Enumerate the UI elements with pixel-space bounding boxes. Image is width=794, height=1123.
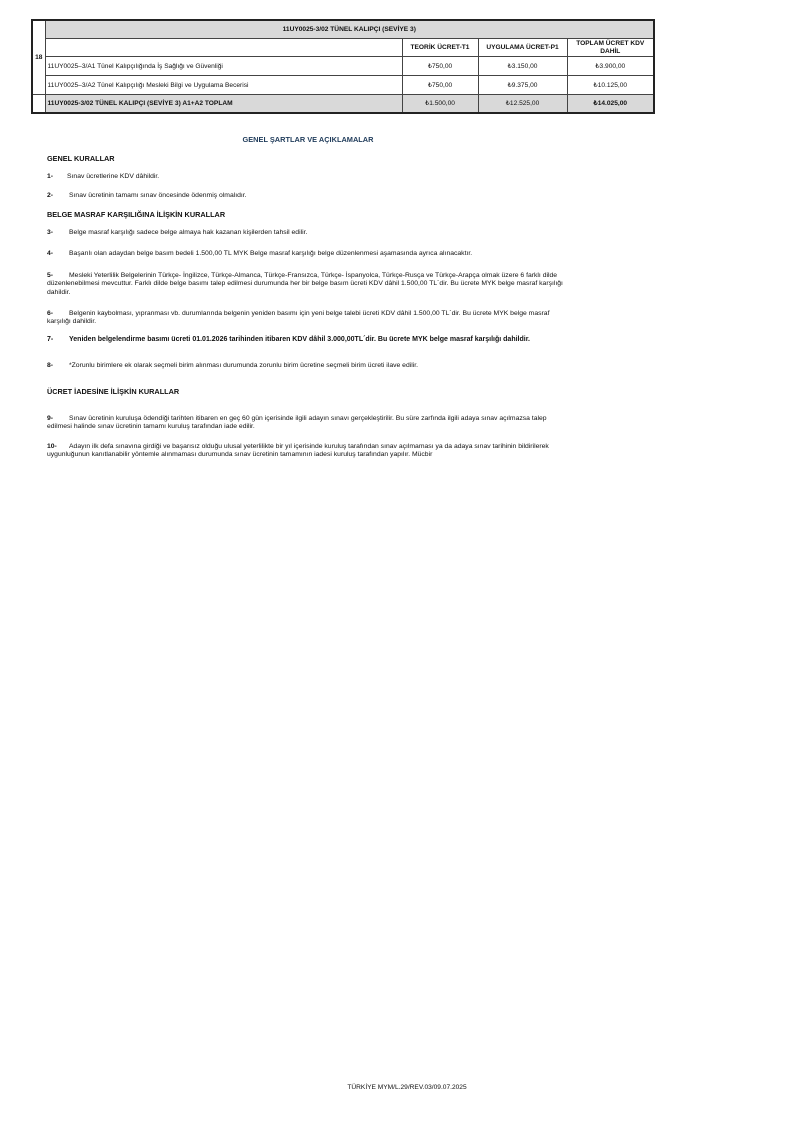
rule-text: Başarılı olan adaydan belge basım bedeli 1.500,00 TL MYK Belge masraf karşılığı belge düzenlenmesi aşamasında ayrıca alınacaktır. (69, 250, 473, 257)
total-fee: ₺10.125,00 (567, 76, 654, 95)
rule-text: Belgenin kaybolması, yıpranması vb. durumlarında belgenin yeniden basımı için yeni belge talebi ücreti KDV dâhil 1.500,00 TL´dir. Bu ücrete MYK belge masraf karşılığı dahildir. (47, 310, 550, 326)
unit-name: 11UY0025–3/A2 Tünel Kalıpçılığı Mesleki Bilgi ve Uygulama Becerisi (45, 76, 402, 95)
total-label: 11UY0025-3/02 TÜNEL KALIPÇI (SEVİYE 3) A1+A2 TOPLAM (45, 95, 402, 113)
rule-number: 1- (47, 173, 54, 180)
rule-item-3 (47, 229, 567, 237)
theory-fee: ₺750,00 (402, 57, 478, 76)
total-fee: ₺3.900,00 (567, 57, 654, 76)
rule-number: 5- (47, 272, 54, 279)
header-theory: TEORİK ÜCRET-T1 (402, 39, 478, 57)
rule-text: Sınav ücretinin tamamı sınav öncesinde ödenmiş olmalıdır. (69, 192, 247, 199)
header-total: TOPLAM ÜCRET KDV DAHİL (567, 39, 654, 57)
practice-fee: ₺9.375,00 (478, 76, 567, 95)
row-number: 18 (32, 20, 45, 95)
rule-item-6 (47, 310, 567, 327)
total-row (32, 95, 654, 113)
rule-text: Sınav ücretlerine KDV dâhildir. (67, 173, 160, 180)
rule-text: Adayın ilk defa sınavına girdiği ve başarısız olduğu ulusal yeterlilikte bir yıl içerisinde kuruluş tarafından sınav açılmaması ya da adaya sınav tarihinin bildirilerek uygunluğunun kanıtlanabilir yöntemle alınmaması durumunda sınav ücretinin tamamının iadesi kuruluş tarafından yapılır. Mücbir (47, 443, 549, 459)
heading-certificate-rules: BELGE MASRAF KARŞILIĞINA İLİŞKİN KURALLAR (47, 210, 226, 219)
rule-item-4 (47, 250, 567, 258)
heading-refund-rules: ÜCRET İADESİNE İLİŞKİN KURALLAR (47, 387, 180, 396)
rule-item-9 (47, 415, 557, 432)
rule-number: 2- (47, 192, 54, 199)
document-footer: TÜRKİYE MYM/L.29/REV.03/09.07.2025 (347, 1084, 467, 1091)
theory-fee: ₺750,00 (402, 76, 478, 95)
rule-item-1 (47, 173, 567, 181)
rule-number: 4- (47, 250, 54, 257)
rule-number: 9- (47, 415, 54, 422)
rule-text: *Zorunlu birimlere ek olarak seçmeli birim alınması durumunda zorunlu birim ücretine seçmeli birim ücreti ilave edilir. (69, 362, 419, 369)
rule-item-8 (47, 362, 567, 370)
table-row (32, 76, 654, 95)
qualification-title: 11UY0025-3/02 TÜNEL KALIPÇI (SEVİYE 3) (45, 20, 654, 39)
table-row (32, 57, 654, 76)
practice-fee: ₺3.150,00 (478, 57, 567, 76)
rule-text: Yeniden belgelendirme basımı ücreti 01.01.2026 tarihinden itibaren KDV dâhil 3.000,00TL´dir. Bu ücrete MYK belge masraf karşılığı dahildir. (69, 336, 530, 343)
rule-text: Belge masraf karşılığı sadece belge almaya hak kazanan kişilerden tahsil edilir. (69, 229, 308, 236)
total-theory-fee: ₺1.500,00 (402, 95, 478, 113)
fee-table-title-row (32, 20, 654, 39)
rule-number: 3- (47, 229, 54, 236)
rule-item-7 (47, 336, 552, 344)
fee-table (31, 19, 655, 114)
rule-number: 6- (47, 310, 54, 317)
rule-text: Mesleki Yeterlilik Belgelerinin Türkçe- İngilizce, Türkçe-Almanca, Türkçe-Fransızca, Türkçe- İspanyolca, Türkçe-Rusça ve Türkçe-Arapça olmak üzere 6 farklı dilde düzenlenebilmesi mevcuttur. Farklı dilde belge basımı talep edilmesi durumunda her bir belge basım ücreti KDV dâhil 1.500,00 TL´dir. Bu ücrete MYK belge masraf karşılığı dahildir. (47, 272, 563, 296)
header-practice: UYGULAMA ÜCRET-P1 (478, 39, 567, 57)
rule-number: 8- (47, 362, 54, 369)
rule-number: 10- (47, 443, 57, 450)
rule-item-5 (47, 272, 567, 297)
header-empty-cell (45, 39, 402, 57)
grand-total-fee: ₺14.025,00 (567, 95, 654, 113)
total-row-number-cell (32, 95, 45, 113)
rule-number: 7- (47, 336, 54, 343)
fee-table-header-row (32, 39, 654, 57)
rule-item-2 (47, 192, 567, 200)
section-title: GENEL ŞARTLAR VE AÇIKLAMALAR (242, 135, 374, 144)
unit-name: 11UY0025–3/A1 Tünel Kalıpçılığında İş Sağlığı ve Güvenliği (45, 57, 402, 76)
rule-item-10 (47, 443, 552, 460)
heading-general-rules: GENEL KURALLAR (47, 154, 115, 163)
total-practice-fee: ₺12.525,00 (478, 95, 567, 113)
rule-text: Sınav ücretinin kuruluşa ödendiği tarihten itibaren en geç 60 gün içerisinde ilgili adayın sınavı gerçekleştirilir. Bu süre zarfında ilgili adaya sınav açılmazsa talep edilmesi halinde sınav ücretinin tamamı kuruluş tarafından iade edilir. (47, 415, 547, 431)
